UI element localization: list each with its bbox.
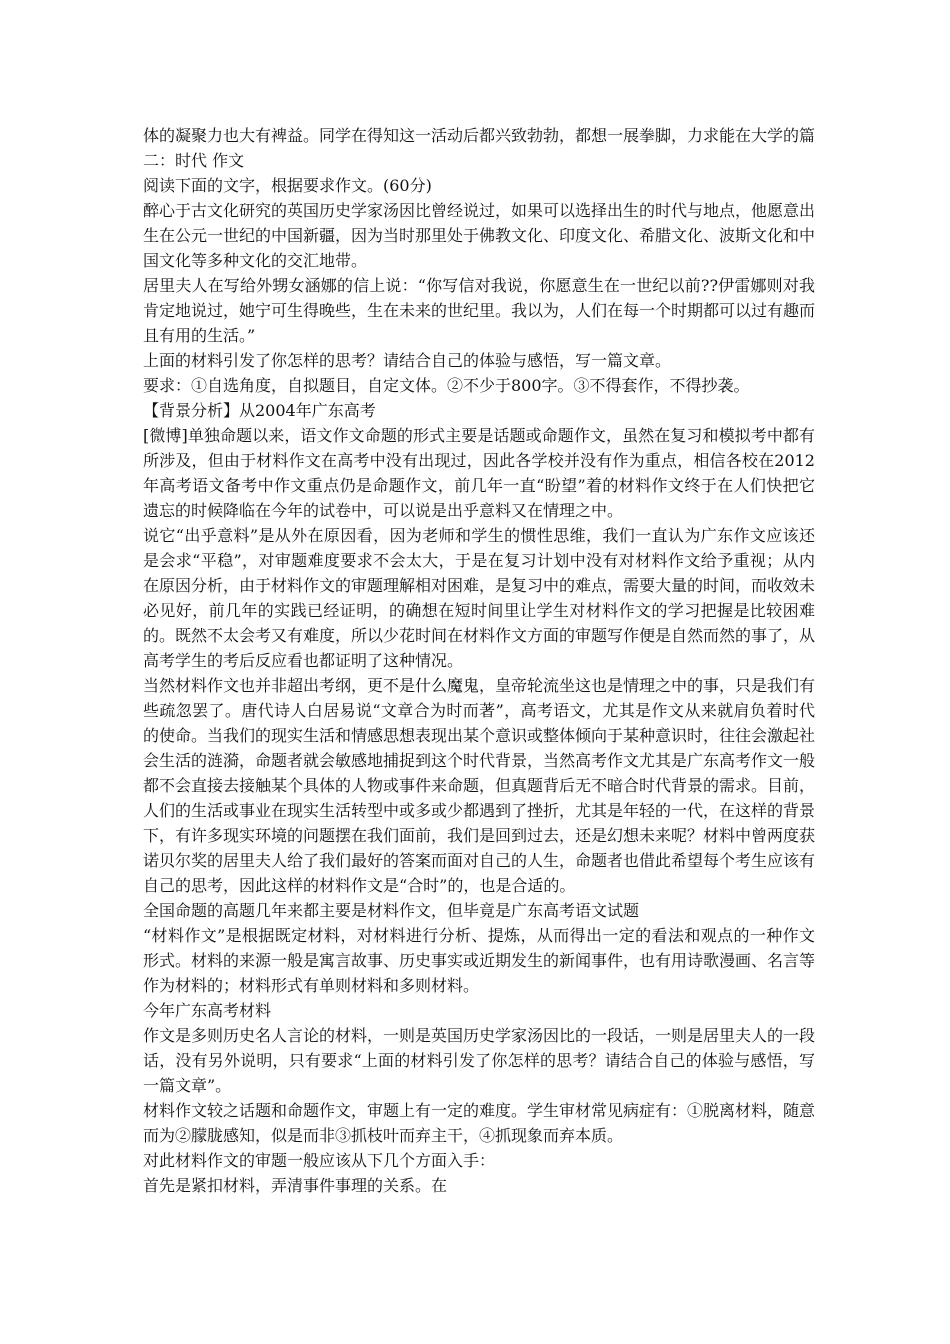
paragraph-curie: 居里夫人在写给外甥女涵娜的信上说：“你写信对我说，你愿意生在一世纪以前??伊雷娜则对我肯定地说过，她宁可生得晚些，生在未来的世纪里。我以为，人们在每一个时期都可以过有趣而且有用的生活。” bbox=[143, 276, 816, 345]
paragraph-background-1: [微博]单独命题以来，语文作文命题的形式主要是话题或命题作文，虽然在复习和模拟考中都有所涉及，但由于材料作文在高考中没有出现过，因此各学校并没有作为重点，相信各校在2012年高考语文备考中作文重点仍是命题作文，前几年一直“盼望”着的材料作文终于在人们快把它遗忘的时候降临在今年的试卷中，可以说是出乎意料又在情理之中。 bbox=[143, 426, 815, 520]
paragraph-approach: 对此材料作文的审题一般应该从下几个方面入手： bbox=[143, 1151, 496, 1170]
paragraph-national: 全国命题的高题几年来都主要是材料作文，但毕竟是广东高考语文试题 bbox=[143, 901, 640, 920]
paragraph-guangdong: 今年广东高考材料 bbox=[143, 1001, 272, 1020]
paragraph-toynbee: 醉心于古文化研究的英国历史学家汤因比曾经说过，如果可以选择出生的时代与地点，他愿意出生在公元一世纪的中国新疆，因为当时那里处于佛教文化、印度文化、希腊文化、波斯文化和中国文化等多种文化的交汇地带。 bbox=[143, 201, 816, 270]
paragraph-continuation: 体的凝聚力也大有裨益。同学在得知这一活动后都兴致勃勃，都想一展拳脚，力求能在大学的篇二：时代 作文 bbox=[143, 126, 816, 170]
paragraph-definition: “材料作文”是根据既定材料，对材料进行分析、提炼，从而得出一定的看法和观点的一种作文形式。材料的来源一般是寓言故事、历史事实或近期发生的新闻事件，也有用诗歌漫画、名言等作为材料的；材料形式有单则材料和多则材料。 bbox=[143, 926, 816, 995]
paragraph-material-desc: 作文是多则历史名人言论的材料，一则是英国历史学家汤因比的一段话，一则是居里夫人的一段话，没有另外说明，只有要求“上面的材料引发了你怎样的思考？请结合自己的体验与感悟，写一篇文章”。 bbox=[143, 1026, 816, 1095]
paragraph-difficulty: 材料作文较之话题和命题作文，审题上有一定的难度。学生审材常见病症有：①脱离材料，随意而为②朦胧感知，似是而非③抓枝叶而弃主干，④抓现象而弃本质。 bbox=[143, 1101, 816, 1145]
paragraph-requirements: 要求：①自选角度，自拟题目，自定文体。②不少于800字。③不得套作，不得抄袭。 bbox=[143, 376, 750, 395]
paragraph-first-step: 首先是紧扣材料，弄清事件事理的关系。在 bbox=[143, 1176, 448, 1195]
paragraph-background-2: 说它“出乎意料”是从外在原因看，因为老师和学生的惯性思维，我们一直认为广东作文应该还是会求“平稳”，对审题难度要求不会太大，于是在复习计划中没有对材料作文给予重视；从内在原因分析，由于材料作文的审题理解相对困难，是复习中的难点，需要大量的时间，而收效未必见好，前几年的实践已经证明，的确想在短时间里让学生对材料作文的学习把握是比较困难的。既然不太会考又有难度，所以少花时间在材料作文方面的审题写作便是自然而然的事了，从高考学生的考后反应看也都证明了这种情况。 bbox=[143, 526, 816, 670]
paragraph-prompt: 上面的材料引发了你怎样的思考？请结合自己的体验与感悟，写一篇文章。 bbox=[143, 351, 672, 370]
paragraph-background-heading: 【背景分析】从2004年广东高考 bbox=[143, 401, 376, 420]
paragraph-instruction: 阅读下面的文字，根据要求作文。(60分) bbox=[143, 176, 432, 195]
document-body bbox=[143, 123, 815, 1198]
paragraph-background-3: 当然材料作文也并非超出考纲，更不是什么魔鬼，皇帝轮流坐这也是情理之中的事，只是我们有些疏忽罢了。唐代诗人白居易说“文章合为时而著”，高考语文，尤其是作文从来就肩负着时代的使命。当我们的现实生活和情感思想表现出某个意识或整体倾向于某种意识时，往往会激起社会生活的涟漪，命题者就会敏感地捕捉到这个时代背景，当然高考作文尤其是广东高考作文一般都不会直接去接触某个具体的人物或事件来命题，但真题背后无不暗合时代背景的需求。目前，人们的生活或事业在现实生活转型中或多或少都遇到了挫折，尤其是年轻的一代，在这样的背景下，有许多现实环境的问题摆在我们面前，我们是回到过去，还是幻想未来呢？材料中曾两度获诺贝尔奖的居里夫人给了我们最好的答案而面对自己的人生，命题者也借此希望每个考生应该有自己的思考，因此这样的材料作文是“合时”的，也是合适的。 bbox=[143, 676, 816, 895]
